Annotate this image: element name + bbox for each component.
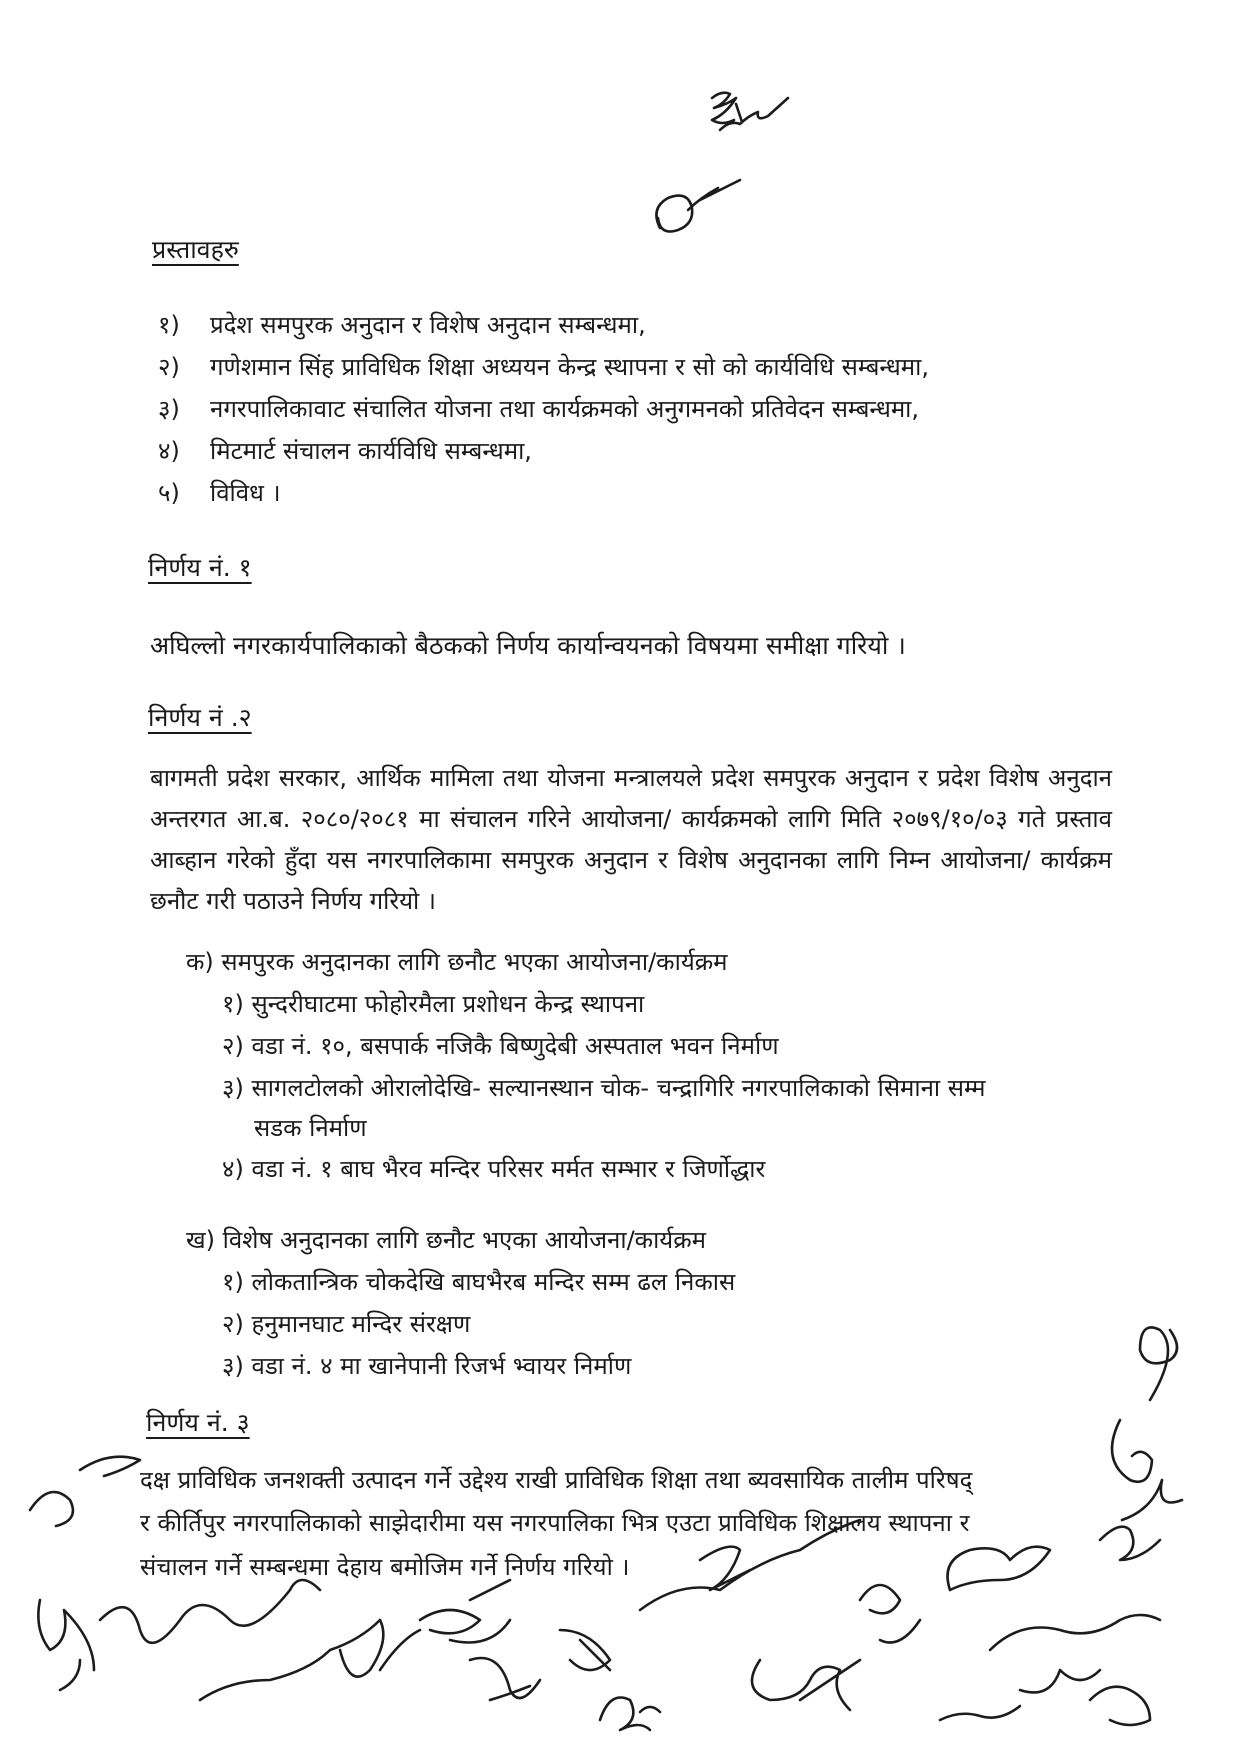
proposal-text: नगरपालिकावाट संचालित योजना तथा कार्यक्रमको अनुगमनको प्रतिवेदन सम्बन्धमा, [210, 395, 920, 423]
proposal-number: ३) [158, 395, 180, 423]
left-margin-signature [30, 1457, 140, 1690]
proposal-item [158, 392, 919, 425]
proposal-number: ४) [158, 437, 180, 465]
top-initial-signature [712, 93, 788, 130]
group-a-item: २) वडा नं. १०, बसपार्क नजिकै बिष्णुदेबी अस्पताल भवन निर्माण [222, 1032, 779, 1060]
group-a-item: ३) सागलटोलको ओरालोदेखि- सल्यानस्थान चोक- चन्द्रागिरि नगरपालिकाको सिमाना सम्म [222, 1074, 986, 1102]
decision1-text: अघिल्लो नगरकार्यपालिकाको बैठकको निर्णय कार्यान्वयनको विषयमा समीक्षा गरियो । [150, 631, 906, 660]
group-b-item: १) लोकतान्त्रिक चोकदेखि बाघभैरब मन्दिर सम्म ढल निकास [222, 1268, 736, 1296]
decision3-heading: निर्णय नं. ३ [146, 1408, 250, 1437]
group-b-item: २) हनुमानघाट मन्दिर संरक्षण [222, 1310, 471, 1338]
decision3-line: र कीर्तिपुर नगरपालिकाको साझेदारीमा यस नगरपालिका भित्र एउटा प्राविधिक शिक्षालय स्थापना र [140, 1509, 970, 1537]
proposal-item [158, 476, 281, 509]
proposal-number: १) [158, 311, 180, 339]
group-a-title: क) समपुरक अनुदानका लागि छनौट भएका आयोजना/कार्यक्रम [186, 948, 728, 976]
proposal-text: विविध । [210, 479, 281, 507]
group-a-item: १) सुन्दरीघाटमा फोहोरमैला प्रशोधन केन्द्र स्थापना [222, 990, 645, 1018]
proposal-text: मिटमार्ट संचालन कार्यविधि सम्बन्धमा, [210, 437, 532, 465]
group-b-title: ख) विशेष अनुदानका लागि छनौट भएका आयोजना/कार्यक्रम [186, 1226, 707, 1254]
group-a-item-continued: सडक निर्माण [254, 1114, 367, 1142]
second-initial-signature [656, 180, 740, 232]
proposal-item [158, 350, 929, 383]
decision2-paragraph: बागमती प्रदेश सरकार, आर्थिक मामिला तथा योजना मन्त्रालयले प्रदेश समपुरक अनुदान र प्रदेश विशेष अनुदान अन्तरगत आ.ब. २०८०/२०८१ मा संचालन गरिने आयोजना/ कार्यक्रमको लागि मिति २०७९/१०/०३ गते प्रस्ताव आब्हान गरेको हुँदा यस नगरपालिकामा समपुरक अनुदान र विशेष अनुदानका लागि निम्न आयोजना/ कार्यक्रम छनौट गरी पठाउने निर्णय गरियो । [150, 764, 1112, 915]
proposal-item [158, 308, 646, 341]
group-b-item: ३) वडा नं. ४ मा खानेपानी रिजर्भ भ्वायर निर्माण [222, 1352, 632, 1380]
group-a-item: ४) वडा नं. १ बाघ भैरव मन्दिर परिसर मर्मत सम्भार र जिर्णोद्धार [222, 1155, 766, 1183]
decision3-line: दक्ष प्राविधिक जनशक्ती उत्पादन गर्ने उद्देश्य राखी प्राविधिक शिक्षा तथा ब्यवसायिक तालीम परिषद् [140, 1466, 973, 1494]
proposal-text: प्रदेश समपुरक अनुदान र विशेष अनुदान सम्बन्धमा, [210, 311, 646, 339]
proposal-number: २) [158, 353, 180, 381]
decision1-heading: निर्णय नं. १ [148, 553, 252, 582]
right-margin-signature [1112, 1328, 1182, 1521]
proposal-number: ५) [158, 479, 180, 507]
proposal-item [158, 434, 532, 467]
decision2-heading: निर्णय नं .२ [148, 703, 252, 732]
proposals-heading: प्रस्तावहरु [152, 235, 239, 264]
decision3-line: संचालन गर्ने सम्बन्धमा देहाय बमोजिम गर्ने निर्णय गरियो । [140, 1553, 630, 1581]
proposal-text: गणेशमान सिंह प्राविधिक शिक्षा अध्ययन केन्द्र स्थापना र सो को कार्यविधि सम्बन्धमा, [210, 353, 930, 381]
